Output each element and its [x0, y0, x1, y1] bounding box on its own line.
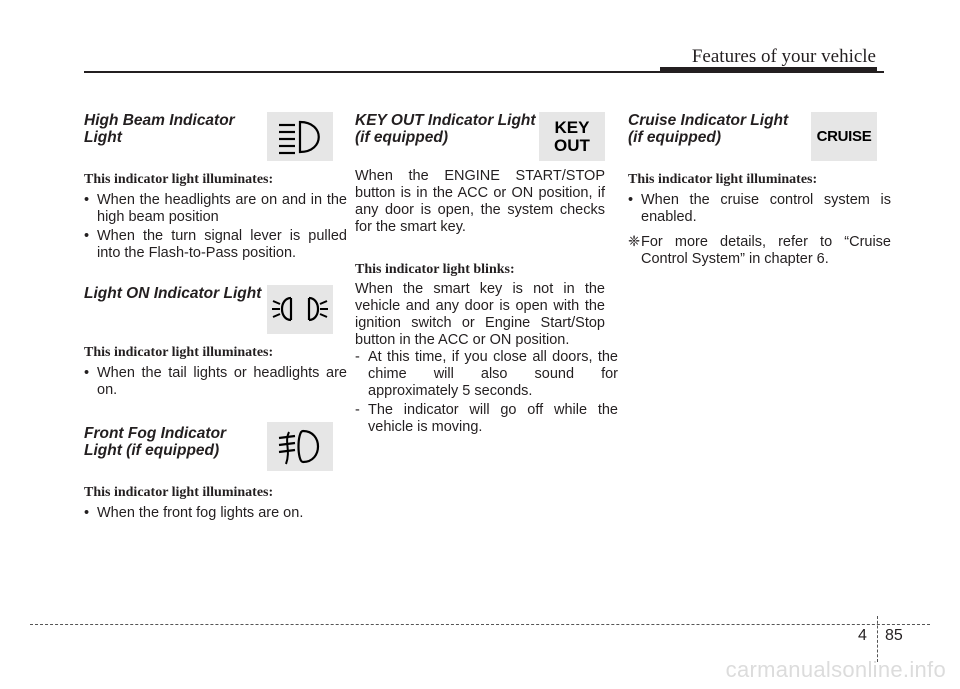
key-out-icon-text: KEY OUT — [554, 117, 590, 155]
list-item: • When the tail lights or headlights are on. — [84, 365, 347, 399]
footer-divider — [877, 616, 878, 662]
footer-rule — [30, 624, 930, 625]
light-on-icon — [267, 285, 333, 334]
key-out-title: KEY OUT Indicator Light (if equipped) — [355, 112, 536, 146]
front-fog-icon — [267, 422, 333, 471]
light-on-label: This indicator light illuminates: — [84, 345, 274, 360]
chapter-number: 4 — [858, 627, 867, 644]
list-item: - At this time, if you close all doors, the chime will also sound for approximately 5 seconds. — [355, 349, 618, 399]
high-beam-title: High Beam Indicator Light — [84, 112, 235, 146]
front-fog-label: This indicator light illuminates: — [84, 485, 274, 500]
list-item: • When the front fog lights are on. — [84, 505, 347, 522]
watermark: carmanualsonline.info — [725, 657, 946, 682]
key-out-icon — [539, 112, 605, 161]
cruise-icon-text: CRUISE — [816, 128, 872, 145]
page-number: 85 — [885, 627, 903, 644]
list-item: • When the cruise control system is enabled. — [628, 192, 891, 226]
note: ❈For more details, refer to “Cruise Control System” in chapter 6. — [628, 234, 891, 267]
header-rule-accent — [660, 67, 877, 73]
list-item: • When the headlights are on and in the high beam position — [84, 192, 347, 226]
key-out-paragraph: When the ENGINE START/STOP button is in the ACC or ON position, if any door is open, the system checks for the smart key. — [355, 168, 605, 235]
cruise-label: This indicator light illuminates: — [628, 172, 818, 187]
list-item: • When the turn signal lever is pulled into the Flash-to-Pass position. — [84, 228, 347, 262]
key-out-paragraph-2: When the smart key is not in the vehicle and any door is open with the ignition switch or Engine Start/Stop button in the ACC or ON position. — [355, 281, 605, 348]
list-item: - The indicator will go off while the vehicle is moving. — [355, 402, 618, 435]
high-beam-label: This indicator light illuminates: — [84, 172, 274, 187]
cruise-title: Cruise Indicator Light (if equipped) — [628, 112, 789, 146]
front-fog-title: Front Fog Indicator Light (if equipped) — [84, 425, 227, 459]
light-on-title: Light ON Indicator Light — [84, 285, 262, 302]
cruise-icon — [811, 112, 877, 161]
key-out-label: This indicator light blinks: — [355, 262, 515, 277]
high-beam-icon — [267, 112, 333, 161]
section-header: Features of your vehicle — [691, 46, 876, 67]
